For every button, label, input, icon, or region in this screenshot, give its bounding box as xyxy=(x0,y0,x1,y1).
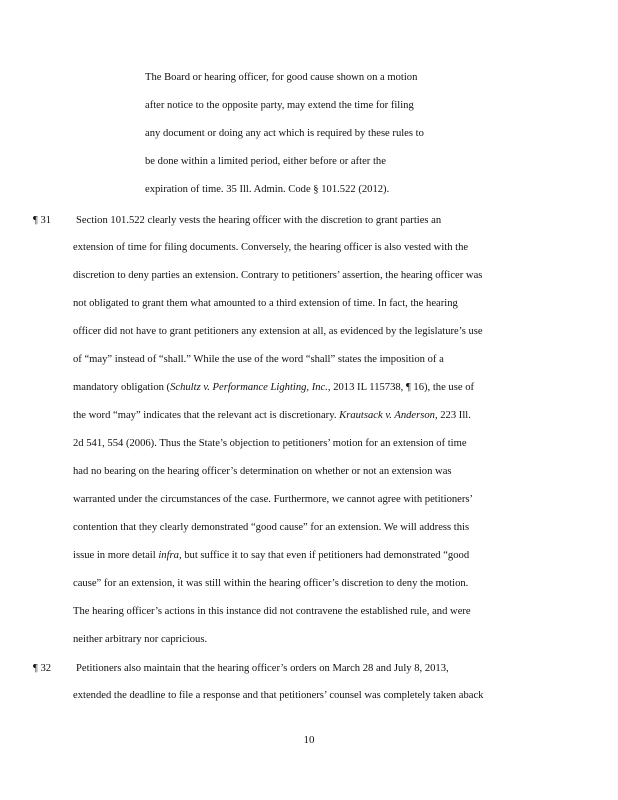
paragraph-line: contention that they clearly demonstrated “good cause” for an extension. We will address this xyxy=(73,522,470,533)
paragraph-line: The hearing officer’s actions in this instance did not contravene the established rule, and were xyxy=(73,606,471,617)
paragraph-line: officer did not have to grant petitioners any extension at all, as evidenced by the legislature’s use xyxy=(73,326,483,337)
quote-line: be done within a limited period, either before or after the xyxy=(145,156,386,167)
quote-line: any document or doing any act which is required by these rules to xyxy=(145,128,424,139)
paragraph-number: ¶ 31 xyxy=(33,215,52,226)
paragraph-line: not obligated to grant them what amounted to a third extension of time. In fact, the hearing xyxy=(73,298,458,309)
quote-line: The Board or hearing officer, for good cause shown on a motion xyxy=(145,72,418,83)
paragraph-line: of “may” instead of “shall.” While the use of the word “shall” states the imposition of a xyxy=(73,354,444,365)
paragraph-line xyxy=(73,383,474,394)
paragraph-line: Petitioners also maintain that the hearing officer’s orders on March 28 and July 8, 2013, xyxy=(76,663,449,674)
text-segment: , 223 Ill. xyxy=(434,410,471,421)
paragraph-line: warranted under the circumstances of the case. Furthermore, we cannot agree with petitioners’ xyxy=(73,494,474,505)
paragraph-line: extension of time for filing documents. Conversely, the hearing officer is also vested with the xyxy=(73,242,469,253)
paragraph-line: discretion to deny parties an extension. Contrary to petitioners’ assertion, the hearing officer was xyxy=(73,270,483,281)
quote-line: after notice to the opposite party, may extend the time for filing xyxy=(145,100,414,111)
paragraph-line: 2d 541, 554 (2006). Thus the State’s objection to petitioners’ motion for an extension of time xyxy=(73,438,467,449)
text-segment: , 2013 IL 115738, ¶ 16), the use of xyxy=(327,382,475,393)
paragraph-line: extended the deadline to file a response and that petitioners’ counsel was completely taken aback xyxy=(73,690,484,701)
text-segment: mandatory obligation ( xyxy=(73,382,171,393)
case-citation: Krautsack v. Anderson xyxy=(339,410,435,421)
case-citation: Schultz v. Performance Lighting, Inc. xyxy=(170,382,328,393)
italic-term: infra xyxy=(158,550,179,561)
paragraph-number: ¶ 32 xyxy=(33,663,52,674)
paragraph-line: had no bearing on the hearing officer’s determination on whether or not an extension was xyxy=(73,466,452,477)
paragraph-line xyxy=(73,551,469,562)
paragraph-line xyxy=(73,411,471,422)
paragraph-line: neither arbitrary nor capricious. xyxy=(73,634,208,645)
quote-line: expiration of time. 35 Ill. Admin. Code § 101.522 (2012). xyxy=(145,184,390,195)
paragraph-line: Section 101.522 clearly vests the hearing officer with the discretion to grant parties an xyxy=(76,215,442,226)
text-segment: , but suffice it to say that even if petitioners had demonstrated “good xyxy=(178,550,470,561)
paragraph-line: cause” for an extension, it was still within the hearing officer’s discretion to deny the motion. xyxy=(73,578,469,589)
page-number: 10 xyxy=(303,734,315,746)
text-segment: the word “may” indicates that the relevant act is discretionary. xyxy=(73,410,340,421)
text-segment: issue in more detail xyxy=(73,550,159,561)
